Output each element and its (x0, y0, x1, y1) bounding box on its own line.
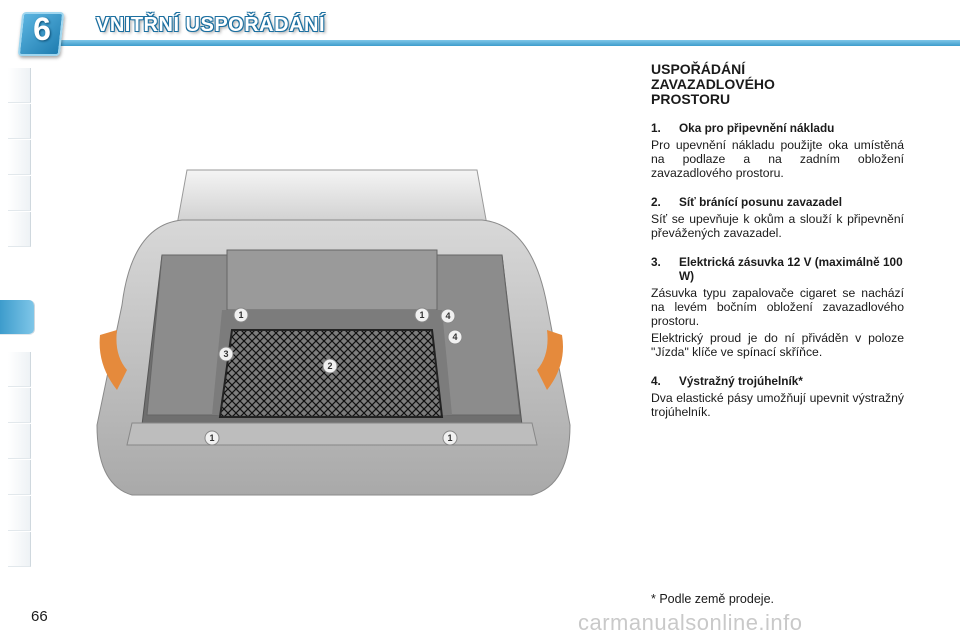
callout-1-right-bottom (443, 431, 457, 445)
callout-1-right-top (415, 308, 429, 322)
item-heading: Oka pro připevnění nákladu (679, 121, 835, 135)
svg-text:3: 3 (223, 349, 229, 359)
watermark: carmanualsonline.info (578, 610, 803, 635)
side-tab[interactable] (8, 352, 31, 387)
callout-3 (219, 347, 233, 361)
item-number: 2. (651, 195, 661, 209)
item-2 (651, 195, 904, 240)
callout-1-left-top (234, 308, 248, 322)
item-4 (651, 374, 904, 419)
item-paragraph: Zásuvka typu zapalovače cigaret se nachází na levém bočním obložení zavazadlového prostoru. (651, 286, 904, 328)
side-tab-active[interactable] (0, 300, 35, 335)
chapter-side-tabs (0, 68, 34, 573)
item-1 (651, 121, 904, 180)
chapter-number: 6 (33, 11, 51, 47)
svg-text:2: 2 (327, 361, 333, 371)
svg-text:4: 4 (452, 332, 458, 342)
luggage-net (220, 330, 442, 417)
svg-text:1: 1 (238, 310, 244, 320)
side-tab[interactable] (8, 424, 31, 459)
callout-2 (323, 359, 337, 373)
item-3 (651, 255, 904, 359)
side-tab[interactable] (8, 68, 31, 103)
item-number: 1. (651, 121, 661, 135)
svg-text:1: 1 (209, 433, 215, 443)
svg-text:1: 1 (419, 310, 425, 320)
callout-1-left-bottom (205, 431, 219, 445)
item-paragraph: Dva elastické pásy umožňují upevnit výstražný trojúhelník. (651, 391, 904, 419)
rear-panel (227, 250, 437, 310)
item-heading: Elektrická zásuvka 12 V (maximálně 100 W) (679, 255, 903, 283)
item-number: 4. (651, 374, 661, 388)
item-heading: Výstražný trojúhelník* (679, 374, 803, 388)
item-number: 3. (651, 255, 661, 269)
trunk-illustration (92, 165, 572, 510)
chapter-title: VNITŘNÍ USPOŘÁDÁNÍ (96, 14, 326, 36)
callout-4-lower (448, 330, 462, 344)
item-paragraph: Pro upevnění nákladu použijte oka umístěná na podlaze a na zadním obložení zavazadlového prostoru. (651, 138, 904, 180)
side-tab[interactable] (8, 532, 31, 567)
side-tab[interactable] (8, 140, 31, 175)
callout-4-upper (441, 309, 455, 323)
side-tab[interactable] (8, 496, 31, 531)
side-tab[interactable] (8, 212, 31, 247)
side-tab[interactable] (8, 460, 31, 495)
page-number: 66 (31, 608, 48, 625)
item-paragraph: Síť se upevňuje k okům a slouží k připevnění převážených zavazadel. (651, 212, 904, 240)
side-tab[interactable] (8, 176, 31, 211)
trunk-sill (127, 423, 537, 445)
side-tab[interactable] (8, 388, 31, 423)
side-tab[interactable] (8, 104, 31, 139)
item-heading: Síť bránící posunu zavazadel (679, 195, 842, 209)
text-column (651, 62, 904, 422)
svg-text:1: 1 (447, 433, 453, 443)
footnote: * Podle země prodeje. (651, 592, 774, 606)
item-paragraph: Elektrický proud je do ní přiváděn v poloze "Jízda" klíče ve spínací skříňce. (651, 331, 904, 359)
rear-window (177, 170, 487, 225)
header-rule (52, 40, 960, 46)
svg-text:4: 4 (445, 311, 451, 321)
section-title: USPOŘÁDÁNÍ ZAVAZADLOVÉHO PROSTORU (651, 61, 775, 107)
